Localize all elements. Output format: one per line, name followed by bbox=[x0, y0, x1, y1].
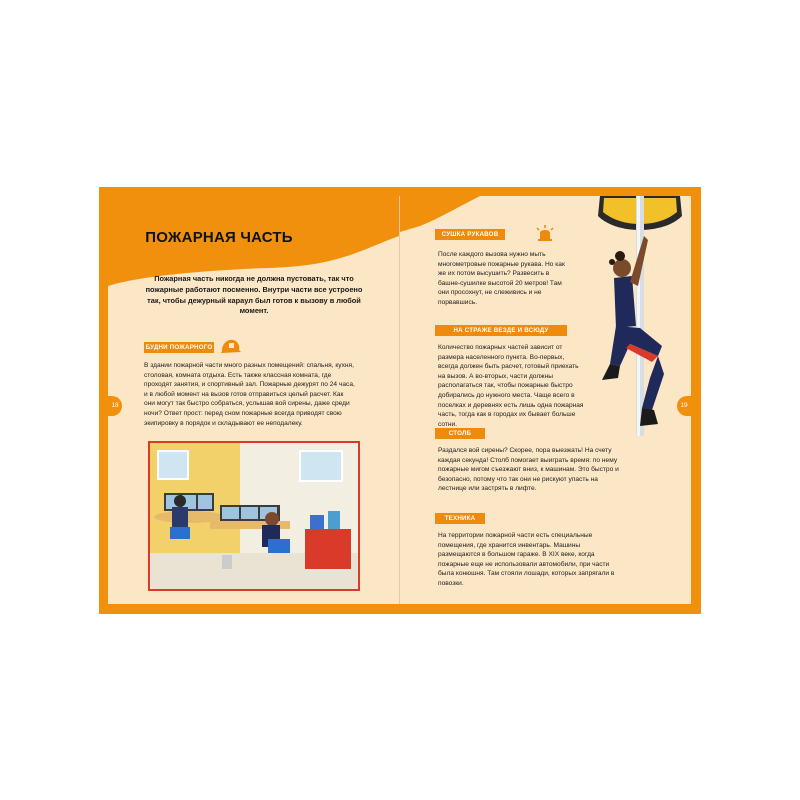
fire-helmet-icon bbox=[220, 337, 242, 357]
page-number-left: 18 bbox=[108, 396, 122, 416]
intro-text: Пожарная часть никогда не должна пустовать, так что пожарные работают посменно. Внутри части все устроено так, чтобы дежурный караул был готов к вызову в любой момент. bbox=[145, 274, 363, 316]
book-spread bbox=[99, 187, 701, 614]
tag-budni: БУДНИ ПОЖАРНОГО bbox=[145, 344, 213, 351]
tag-tehnika: ТЕХНИКА bbox=[435, 513, 485, 524]
stolb-text: Раздался вой сирены? Скорее, пора выезжать! На счету каждая секунда! Столб помогает выиграть время: по нему пожарные мигом съезжают вниз, к машинам. Это быстро и безопасно, потому что так они не рискуют упасть на лестнице или застрять в лифте. bbox=[438, 447, 619, 493]
tehnika-text: На территории пожарной части есть специальные помещения, где хранится инвентарь. Машины размещаются в большом гараже. В XIX веке, когда пожарные еще не использовали автомобили, при части была конюшня. Там стояли лошади, которых запрягали в повозки. bbox=[438, 532, 615, 587]
firefighter-on-pole-illustration bbox=[590, 196, 690, 446]
left-page bbox=[108, 196, 399, 604]
siren-light-icon bbox=[535, 225, 555, 241]
control-room-illustration bbox=[148, 441, 360, 591]
budni-text: В здании пожарной части много разных помещений: спальня, кухня, столовая, комната отдыха. Есть также классная комната, где проходят занятия, и спортивный зал. Пожарные дежурят по 24 часа, и в любой момент на вызов готов отправиться целый расчет. Как они могут так быстро собраться, услышав вой сирены, даже среди ночи? Ответ прост: перед сном пожарные всегда приводят свою экипировку в порядок и складывают ее неподалеку. bbox=[144, 362, 355, 427]
na-strazhe-text: Количество пожарных частей зависит от размера населенного пункта. Во-первых, всегда должен быть расчет, готовый приехать на вызов. А во-вторых, части должны располагаться так, чтобы пожарные быстро добирались до нужного места. Чаще всего в поселках и деревнях есть лишь одна пожарная часть, тогда как в городах их бывает больше сотни. bbox=[438, 344, 584, 428]
sushka-text: После каждого вызова нужно мыть многометровые пожарные рукава. Но как же их потом высушить? Развесить в башне-сушилке высотой 20 метров! Там они просохнут, не слеживись и не порвавшись. bbox=[438, 251, 565, 306]
right-page bbox=[400, 196, 691, 604]
tag-sushka: СУШКА РУКАВОВ bbox=[435, 229, 505, 240]
page-number-right: 19 bbox=[677, 396, 691, 416]
tag-na-strazhe: НА СТРАЖЕ ВЕЗДЕ И ВСЮДУ bbox=[435, 325, 567, 336]
page-title: ПОЖАРНАЯ ЧАСТЬ bbox=[145, 229, 293, 246]
tag-stolb: СТОЛБ bbox=[435, 428, 485, 439]
